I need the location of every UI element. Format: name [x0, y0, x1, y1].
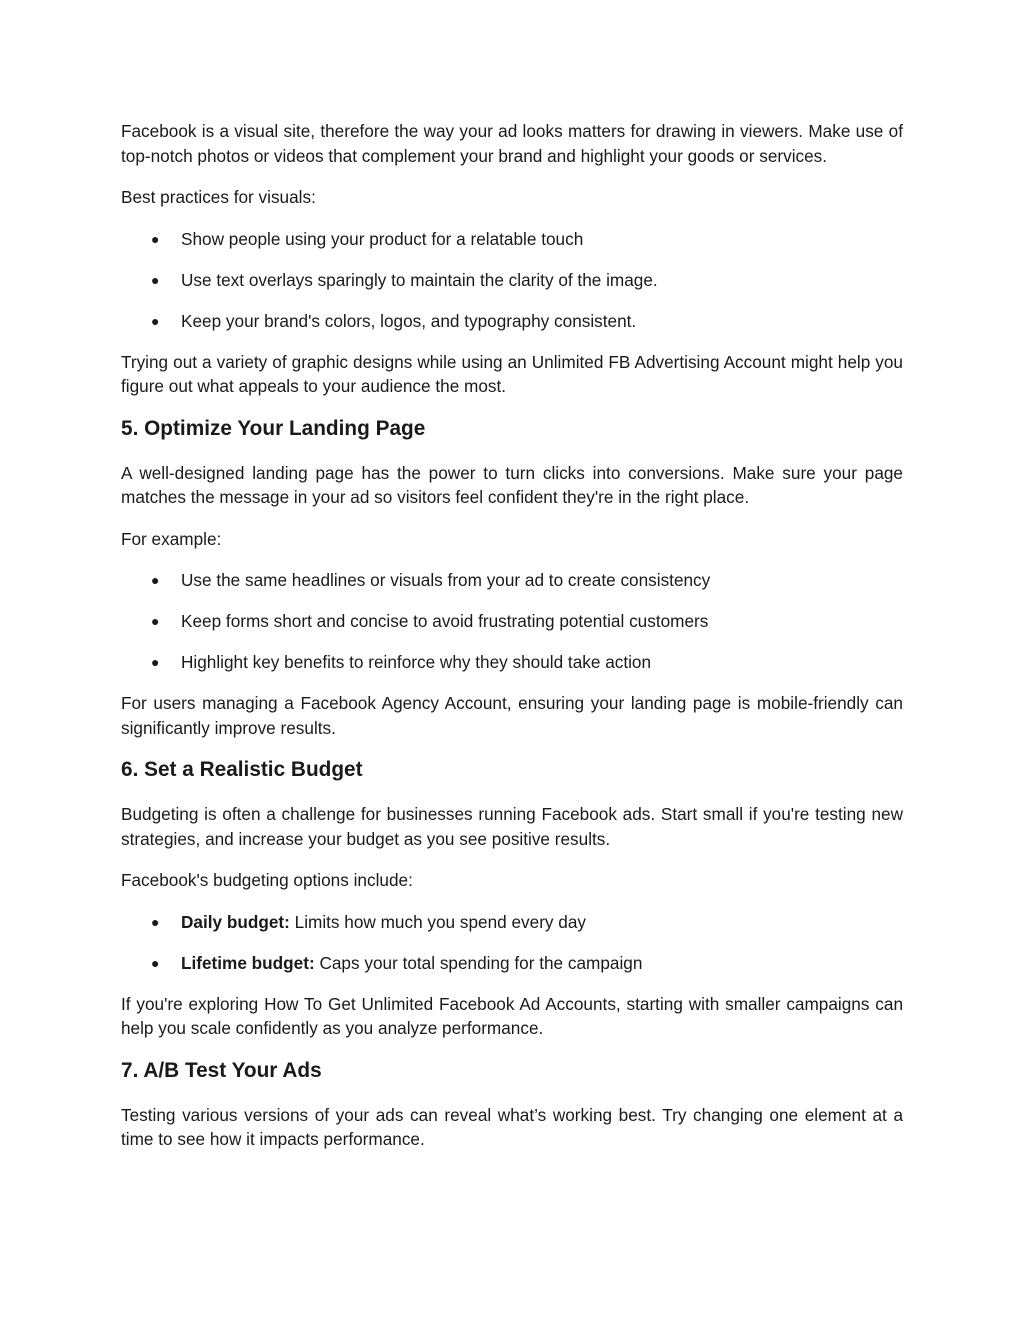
- heading-optimize-landing-page: 5. Optimize Your Landing Page: [121, 416, 426, 440]
- landing-paragraph: A well-designed landing page has the power to turn clicks into conversions. Make sure your page matches the message in your ad so visitors feel confident they're in the right place.: [121, 462, 903, 507]
- budget-list: [121, 910, 903, 976]
- heading-ab-test: 7. A/B Test Your Ads: [121, 1058, 322, 1082]
- landing-lead: For example:: [121, 528, 222, 549]
- intro-paragraph: Facebook is a visual site, therefore the way your ad looks matters for drawing in viewers. Make use of top-notch photos or videos that complement your brand and highlight your goods or services.: [121, 121, 903, 166]
- list-item: ● Show people using your product for a relatable touch: [121, 227, 903, 252]
- list-item: ● Highlight key benefits to reinforce why they should take action: [121, 650, 903, 675]
- bullet-icon: ●: [151, 312, 160, 329]
- list-item: ● Daily budget: Limits how much you spend every day: [121, 910, 903, 935]
- bullet-icon: ●: [151, 572, 160, 588]
- bullet-icon: ●: [151, 613, 160, 629]
- bullet-icon: ●: [151, 230, 160, 247]
- landing-list: [121, 568, 903, 675]
- bullet-icon: ●: [151, 654, 160, 670]
- bullet-icon: ●: [151, 913, 160, 930]
- bullet-icon: ●: [151, 271, 160, 288]
- visuals-lead: Best practices for visuals:: [121, 187, 316, 207]
- visuals-outro: Trying out a variety of graphic designs while using an Unlimited FB Advertising Account might help you figure out what appeals to your audience the most.: [121, 351, 903, 396]
- bullet-icon: ●: [151, 954, 160, 971]
- heading-realistic-budget: 6. Set a Realistic Budget: [121, 758, 363, 781]
- list-item: ● Use text overlays sparingly to maintain the clarity of the image.: [121, 268, 903, 293]
- budget-outro: If you're exploring How To Get Unlimited Facebook Ad Accounts, starting with smaller campaigns can help you scale confidently as you analyze performance.: [121, 993, 903, 1038]
- ab-paragraph: Testing various versions of your ads can reveal what’s working best. Try changing one element at a time to see how it impacts performance.: [121, 1104, 903, 1149]
- list-item: ● Lifetime budget: Caps your total spending for the campaign: [121, 951, 903, 976]
- document-page: [121, 119, 903, 1169]
- list-item: ● Keep forms short and concise to avoid frustrating potential customers: [121, 609, 903, 634]
- budget-lead: Facebook's budgeting options include:: [121, 870, 413, 890]
- list-item: ● Use the same headlines or visuals from your ad to create consistency: [121, 568, 903, 593]
- term-daily-budget: Daily budget:: [181, 911, 290, 932]
- budget-paragraph: Budgeting is often a challenge for businesses running Facebook ads. Start small if you're testing new strategies, and increase your budget as you see positive results.: [121, 804, 903, 849]
- term-lifetime-budget: Lifetime budget:: [181, 952, 315, 973]
- landing-outro: For users managing a Facebook Agency Account, ensuring your landing page is mobile-friendly can significantly improve results.: [121, 693, 903, 738]
- visuals-list: [121, 227, 903, 334]
- list-item: ● Keep your brand's colors, logos, and typography consistent.: [121, 309, 903, 334]
